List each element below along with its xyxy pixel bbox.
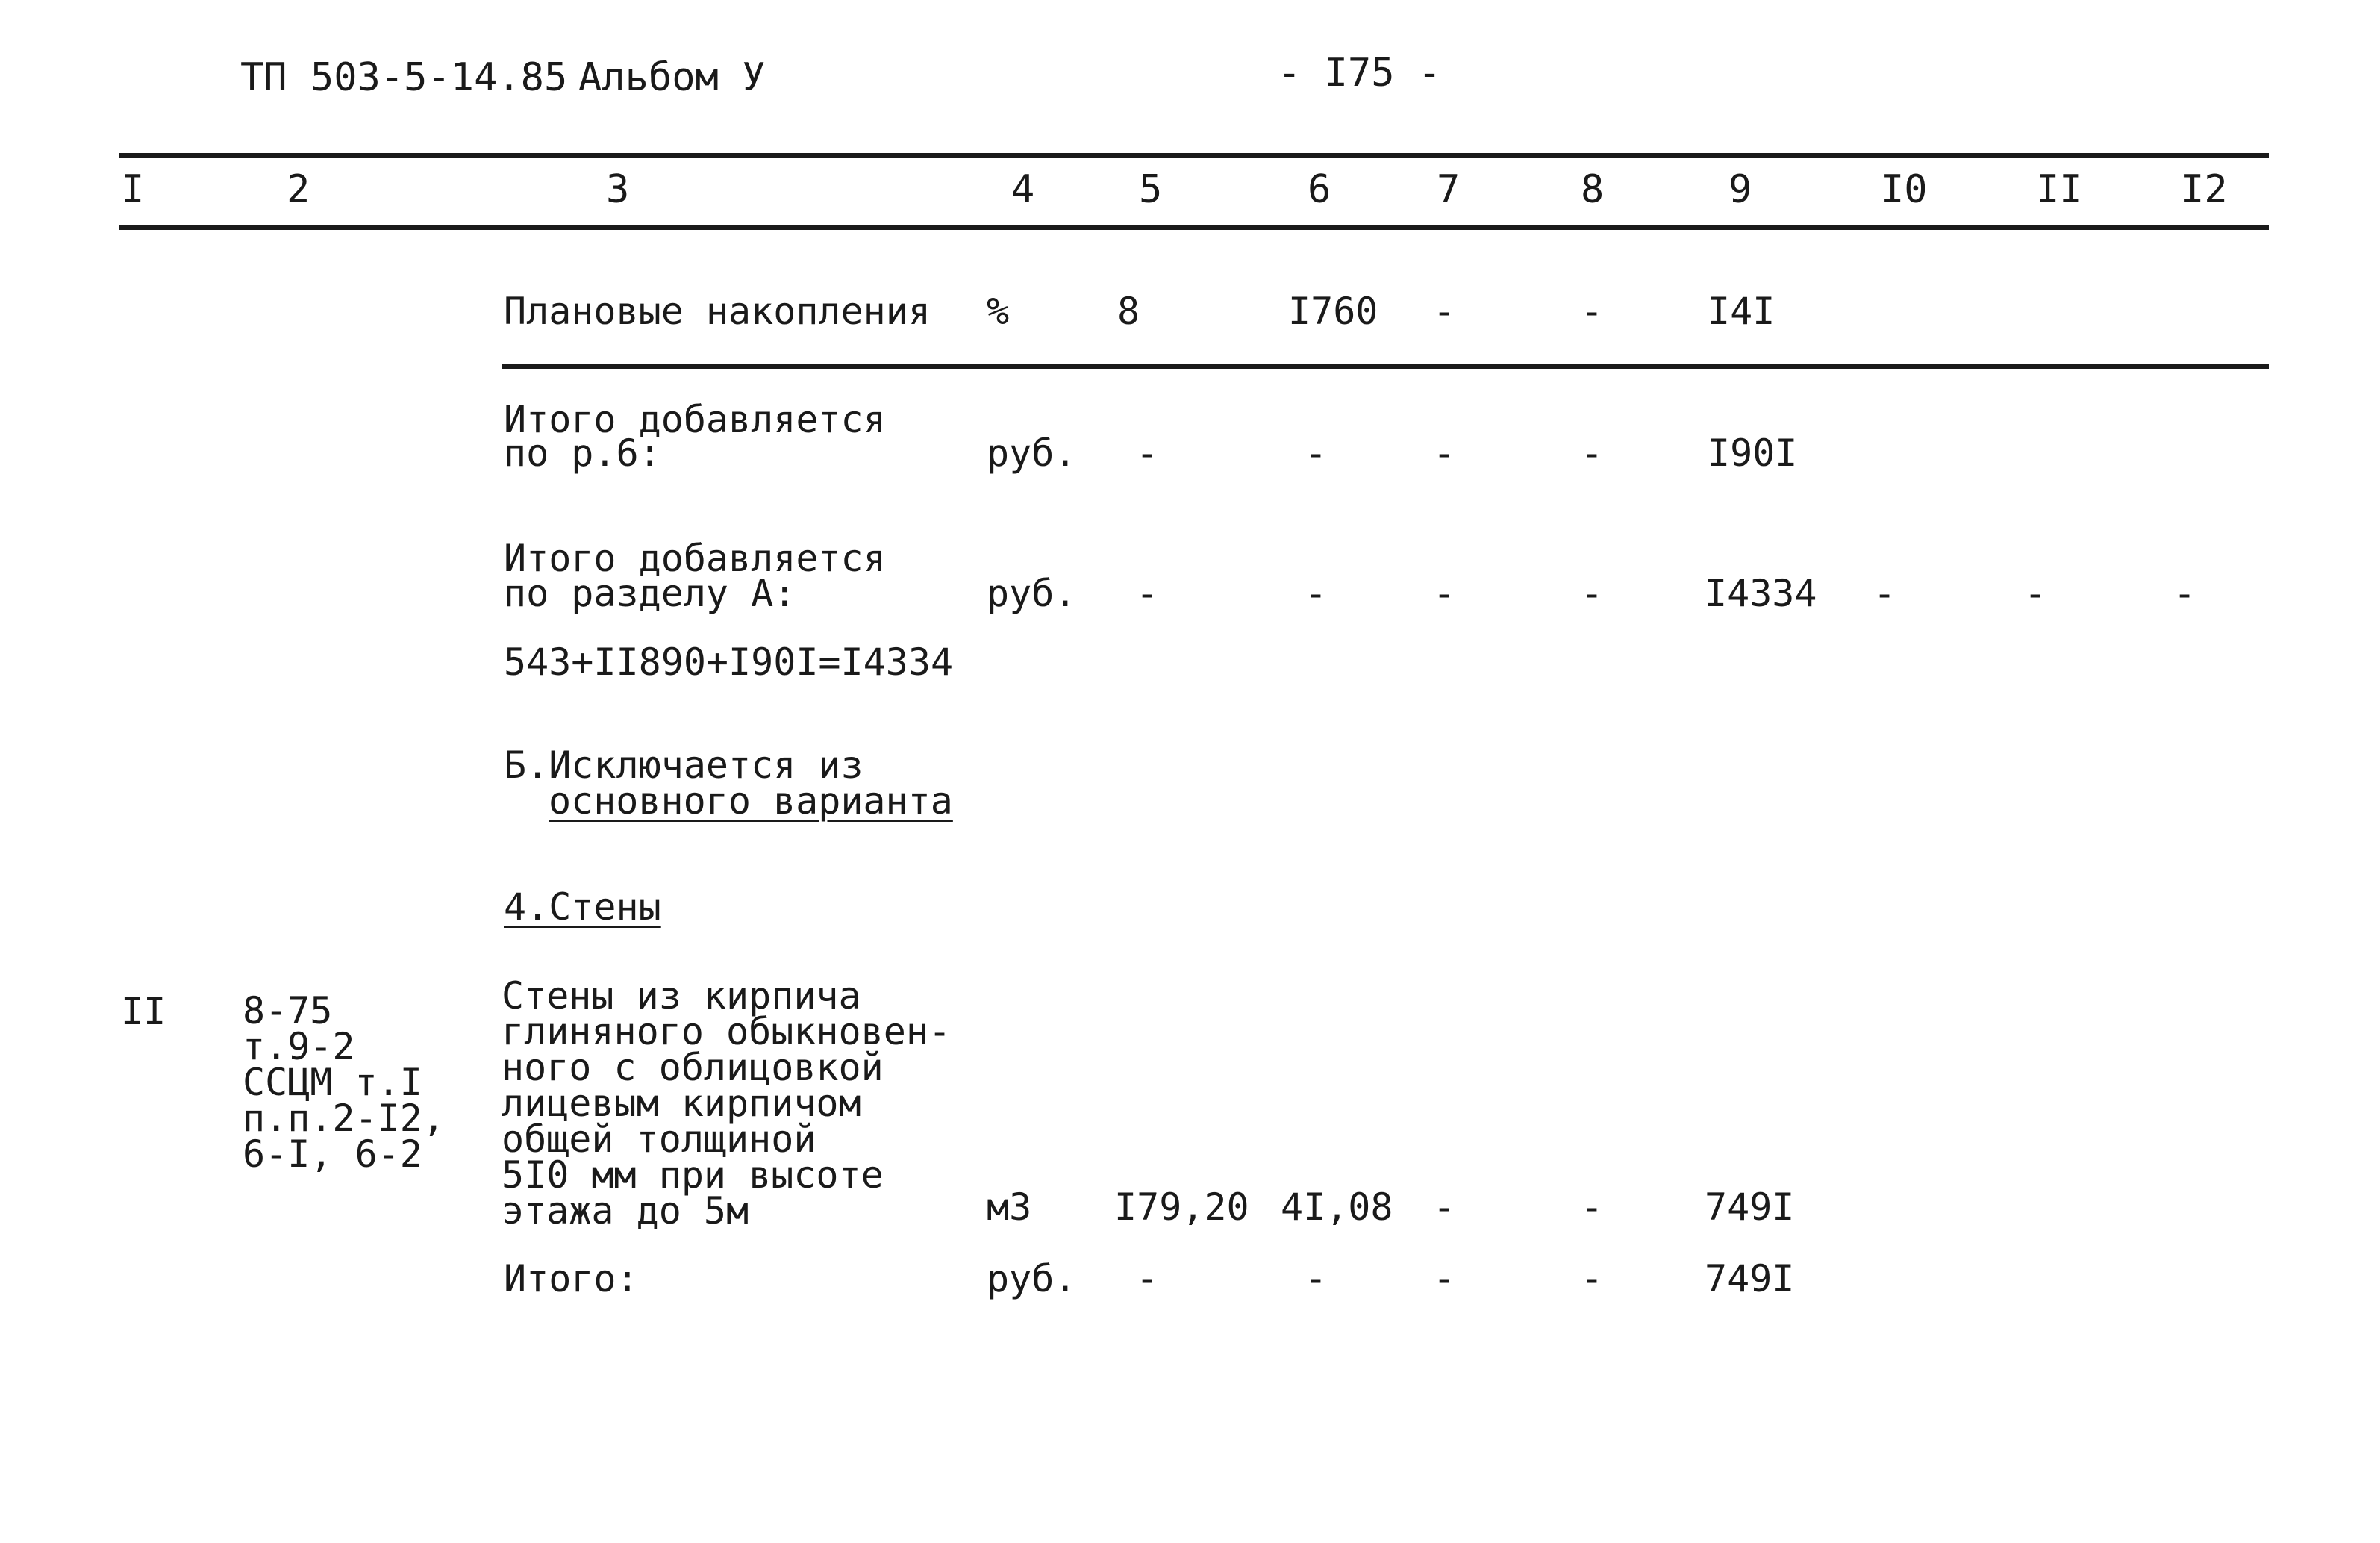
row-col7: - bbox=[1433, 290, 1456, 333]
row-col8: - bbox=[1581, 1257, 1604, 1300]
row-unit: % bbox=[987, 290, 1010, 333]
row-col8: - bbox=[1581, 290, 1604, 333]
column-number: 4 bbox=[1011, 167, 1035, 212]
row-col7: - bbox=[1433, 1257, 1456, 1300]
column-number: 9 bbox=[1728, 167, 1752, 212]
item-description: Стены из кирпича глиняного обыкновен- ного с облицовкой лицевым кирпичом общей толщиной 5I0 мм при высоте этажа до 5м bbox=[502, 974, 952, 1232]
row-col9: 749I bbox=[1705, 1257, 1795, 1300]
row-unit: м3 bbox=[987, 1185, 1032, 1229]
row-col7: - bbox=[1433, 431, 1456, 475]
column-number: I bbox=[121, 167, 145, 212]
row-col8: - bbox=[1581, 431, 1604, 475]
row-name: Итого: bbox=[504, 1257, 639, 1300]
item-reference: 8-75 т.9-2 ССЦМ т.I п.п.2-I2, 6-I, 6-2 bbox=[243, 989, 445, 1176]
row-name-line: Итого добавляется bbox=[504, 398, 886, 441]
row-col7: - bbox=[1433, 1185, 1456, 1229]
header-rule-top bbox=[119, 153, 2269, 158]
row-col8: - bbox=[1581, 1185, 1604, 1229]
row-unit: руб. bbox=[987, 431, 1077, 475]
header-rule-bottom bbox=[119, 225, 2269, 230]
sum-formula: 543+II890+I90I=I4334 bbox=[504, 640, 954, 684]
column-number: 8 bbox=[1581, 167, 1605, 212]
walls-heading: 4.Стены bbox=[504, 885, 661, 929]
column-number: I2 bbox=[2181, 167, 2228, 212]
column-number: 6 bbox=[1308, 167, 1331, 212]
column-number: 7 bbox=[1437, 167, 1461, 212]
row-col5: I79,20 bbox=[1114, 1185, 1249, 1229]
column-number: I0 bbox=[1881, 167, 1928, 212]
page-number: - I75 - bbox=[1278, 51, 1442, 96]
row-col6: - bbox=[1305, 1257, 1328, 1300]
row-col10: - bbox=[1873, 572, 1896, 615]
row-col6: I760 bbox=[1288, 290, 1378, 333]
row-col5: - bbox=[1136, 431, 1159, 475]
row-col12: - bbox=[2173, 572, 2196, 615]
section-rule bbox=[502, 364, 2269, 369]
row-col6: - bbox=[1305, 572, 1328, 615]
row-name-line: по р.6: bbox=[504, 431, 661, 475]
document-code: ТП 503-5-14.85 bbox=[240, 55, 568, 100]
row-col8: - bbox=[1581, 572, 1604, 615]
row-name: Плановые накопления bbox=[504, 290, 931, 333]
row-unit: руб. bbox=[987, 1257, 1077, 1300]
column-number: 5 bbox=[1139, 167, 1163, 212]
row-col5: 8 bbox=[1117, 290, 1140, 333]
row-col11: - bbox=[2024, 572, 2047, 615]
column-number: II bbox=[2036, 167, 2083, 212]
row-col9: I90I bbox=[1708, 431, 1798, 475]
row-col7: - bbox=[1433, 572, 1456, 615]
item-number: II bbox=[121, 990, 166, 1033]
section-b-heading-line: основного варианта bbox=[549, 779, 953, 823]
row-col5: - bbox=[1136, 572, 1159, 615]
row-col6: - bbox=[1305, 431, 1328, 475]
row-name-line: по разделу А: bbox=[504, 572, 796, 615]
row-name-line: Итого добавляется bbox=[504, 537, 886, 580]
row-col9: I4I bbox=[1708, 290, 1775, 333]
section-b-heading-line: Б.Исключается из bbox=[504, 744, 863, 787]
row-col5: - bbox=[1136, 1257, 1159, 1300]
row-unit: руб. bbox=[987, 572, 1077, 615]
column-number: 3 bbox=[606, 167, 630, 212]
column-number: 2 bbox=[287, 167, 310, 212]
row-col9: I4334 bbox=[1705, 572, 1817, 615]
row-col6: 4I,08 bbox=[1281, 1185, 1393, 1229]
row-col9: 749I bbox=[1705, 1185, 1795, 1229]
album-label: Альбом У bbox=[578, 55, 766, 100]
